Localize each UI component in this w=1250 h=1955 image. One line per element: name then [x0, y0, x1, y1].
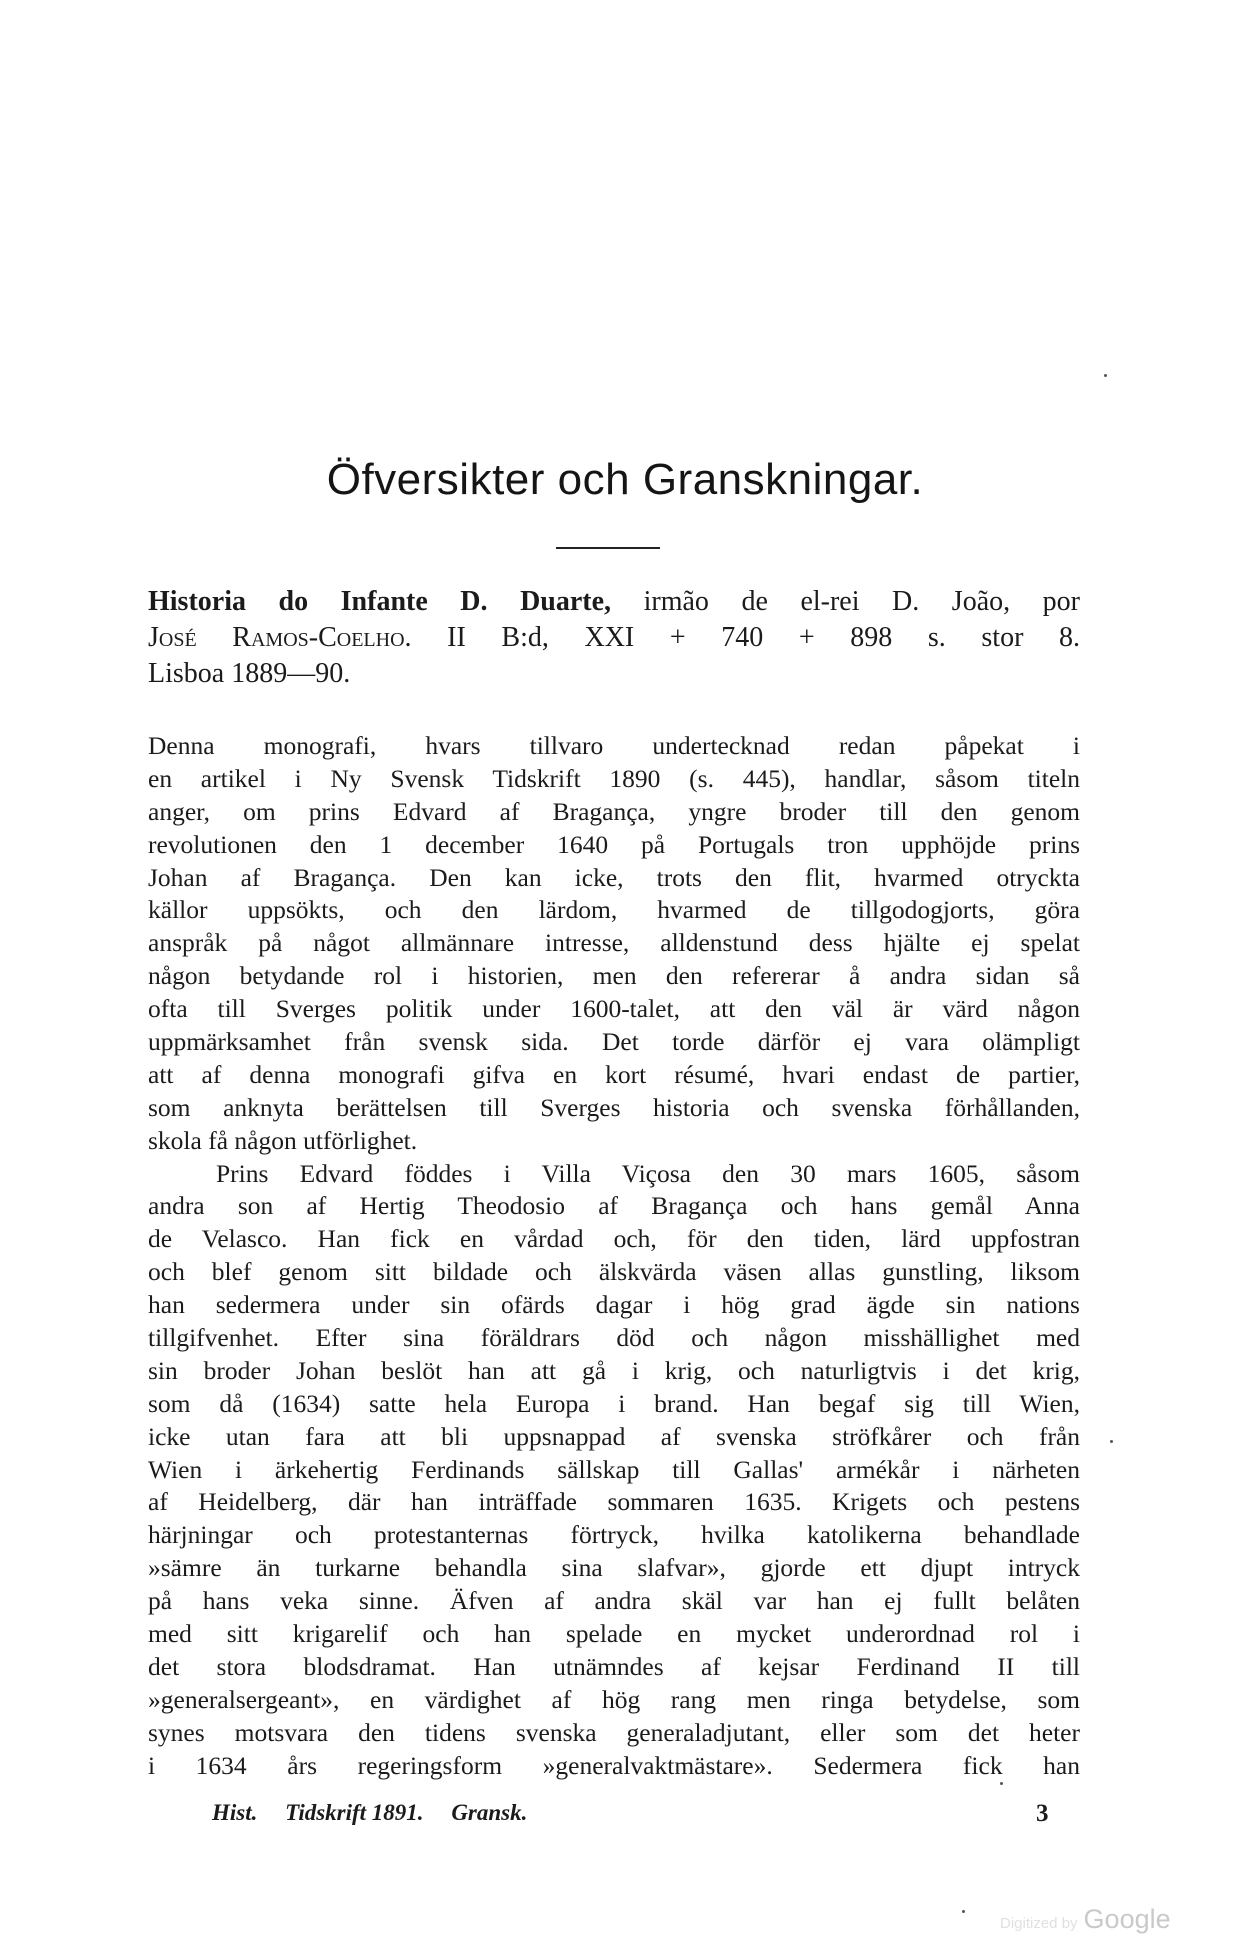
- text-line: »generalsergeant», en värdighet af hög rang men ringa betydelse, som: [148, 1684, 1080, 1714]
- text-line: som anknyta berättelsen till Sverges historia och svenska förhållanden,: [148, 1092, 1080, 1122]
- scan-speck: [1000, 1782, 1003, 1785]
- text-line: och blef genom sitt bildade och älskvärda väsen allas gunstling, liksom: [148, 1257, 1080, 1287]
- digitization-watermark: [1000, 1904, 1171, 1935]
- book-details: II B:d, XXI + 740 + 898 s. stor 8.: [447, 622, 1081, 653]
- text-line: Prins Edvard föddes i Villa Viçosa den 30 mars 1605, såsom: [216, 1158, 1080, 1188]
- citation-line-3: Lisboa 1889—90.: [148, 658, 351, 689]
- scan-speck: [1110, 1440, 1113, 1443]
- text-line: »sämre än turkarne behandla sina slafvar», gjorde ett djupt intryck: [148, 1553, 1080, 1583]
- section-heading: Öfversikter och Granskningar.: [326, 455, 924, 504]
- text-line: han sedermera under sin ofärds dagar i hög grad ägde sin nations: [148, 1290, 1080, 1320]
- text-line: sin broder Johan beslöt han att gå i krig, och naturligtvis i det krig,: [148, 1355, 1080, 1385]
- text-line: revolutionen den 1 december 1640 på Portugals tron upphöjde prins: [148, 829, 1080, 859]
- text-line: skola få någon utförlighet.: [148, 1125, 418, 1155]
- text-line: tillgifvenhet. Efter sina föräldrars död och någon misshällighet med: [148, 1323, 1080, 1353]
- text-line: Wien i ärkehertig Ferdinands sällskap till Gallas' armékår i närheten: [148, 1454, 1080, 1484]
- text-line: anspråk på något allmännare intresse, alldenstund dess hjälte ej spelat: [148, 928, 1080, 958]
- footer-section: Gransk.: [451, 1800, 528, 1825]
- text-line: att af denna monografi gifva en kort résumé, hvari endast de partier,: [148, 1059, 1080, 1089]
- heading-rule: [556, 547, 660, 549]
- text-line: härjningar och protestanternas förtryck, hvilka katolikerna behandlade: [148, 1520, 1080, 1550]
- text-line: på hans veka sinne. Äfven af andra skäl var han ej fullt belåten: [148, 1586, 1080, 1616]
- page-footer: [212, 1800, 1052, 1826]
- text-line: Johan af Bragança. Den kan icke, trots den flit, hvarmed otryckta: [148, 862, 1080, 892]
- journal-signature: [212, 1800, 549, 1825]
- book-subtitle: irmão de el-rei D. João, por: [643, 586, 1081, 617]
- text-line: uppmärksamhet från svensk sida. Det torde därför ej vara olämpligt: [148, 1027, 1080, 1057]
- text-line: anger, om prins Edvard af Bragança, yngre broder till den genom: [148, 796, 1080, 826]
- page-number: 3: [1036, 1800, 1049, 1827]
- book-title: Historia do Infante D. Duarte,: [148, 586, 612, 617]
- text-line: som då (1634) satte hela Europa i brand. Han begaf sig till Wien,: [148, 1388, 1080, 1418]
- text-line: källor uppsökts, och den lärdom, hvarmed de tillgodogjorts, göra: [148, 895, 1080, 925]
- text-line: andra son af Hertig Theodosio af Bragança och hans gemål Anna: [148, 1191, 1080, 1221]
- watermark-prefix: Digitized by: [1000, 1915, 1078, 1932]
- book-author: José Ramos-Coelho.: [148, 622, 412, 653]
- review-citation: [148, 584, 1080, 692]
- text-line: det stora blodsdramat. Han utnämndes af kejsar Ferdinand II till: [148, 1651, 1080, 1681]
- citation-line-2: [148, 620, 1080, 656]
- footer-journal-abbrev: Hist.: [212, 1800, 258, 1825]
- text-line: ofta till Sverges politik under 1600-talet, att den väl är värd någon: [148, 994, 1080, 1024]
- footer-journal-year: Tidskrift 1891.: [285, 1800, 424, 1825]
- body-text: [148, 730, 1080, 1783]
- text-line: synes motsvara den tidens svenska generaladjutant, eller som det heter: [148, 1717, 1080, 1747]
- scan-speck: [1104, 374, 1107, 377]
- text-line: i 1634 års regeringsform »generalvaktmästare». Sedermera fick han: [148, 1750, 1080, 1780]
- text-line: icke utan fara att bli uppsnappad af svenska ströfkårer och från: [148, 1421, 1080, 1451]
- text-line: någon betydande rol i historien, men den refererar å andra sidan så: [148, 961, 1080, 991]
- text-line: en artikel i Ny Svensk Tidskrift 1890 (s. 445), handlar, såsom titeln: [148, 763, 1080, 793]
- citation-line-1: [148, 584, 1080, 620]
- text-line: de Velasco. Han fick en vårdad och, för den tiden, lärd uppfostran: [148, 1224, 1080, 1254]
- scan-speck: [962, 1910, 965, 1913]
- text-line: af Heidelberg, där han inträffade sommaren 1635. Krigets och pestens: [148, 1487, 1080, 1517]
- text-line: med sitt krigarelif och han spelade en mycket underordnad rol i: [148, 1619, 1080, 1649]
- watermark-brand: Google: [1083, 1904, 1171, 1934]
- text-line: Denna monografi, hvars tillvaro undertecknad redan påpekat i: [148, 731, 1080, 760]
